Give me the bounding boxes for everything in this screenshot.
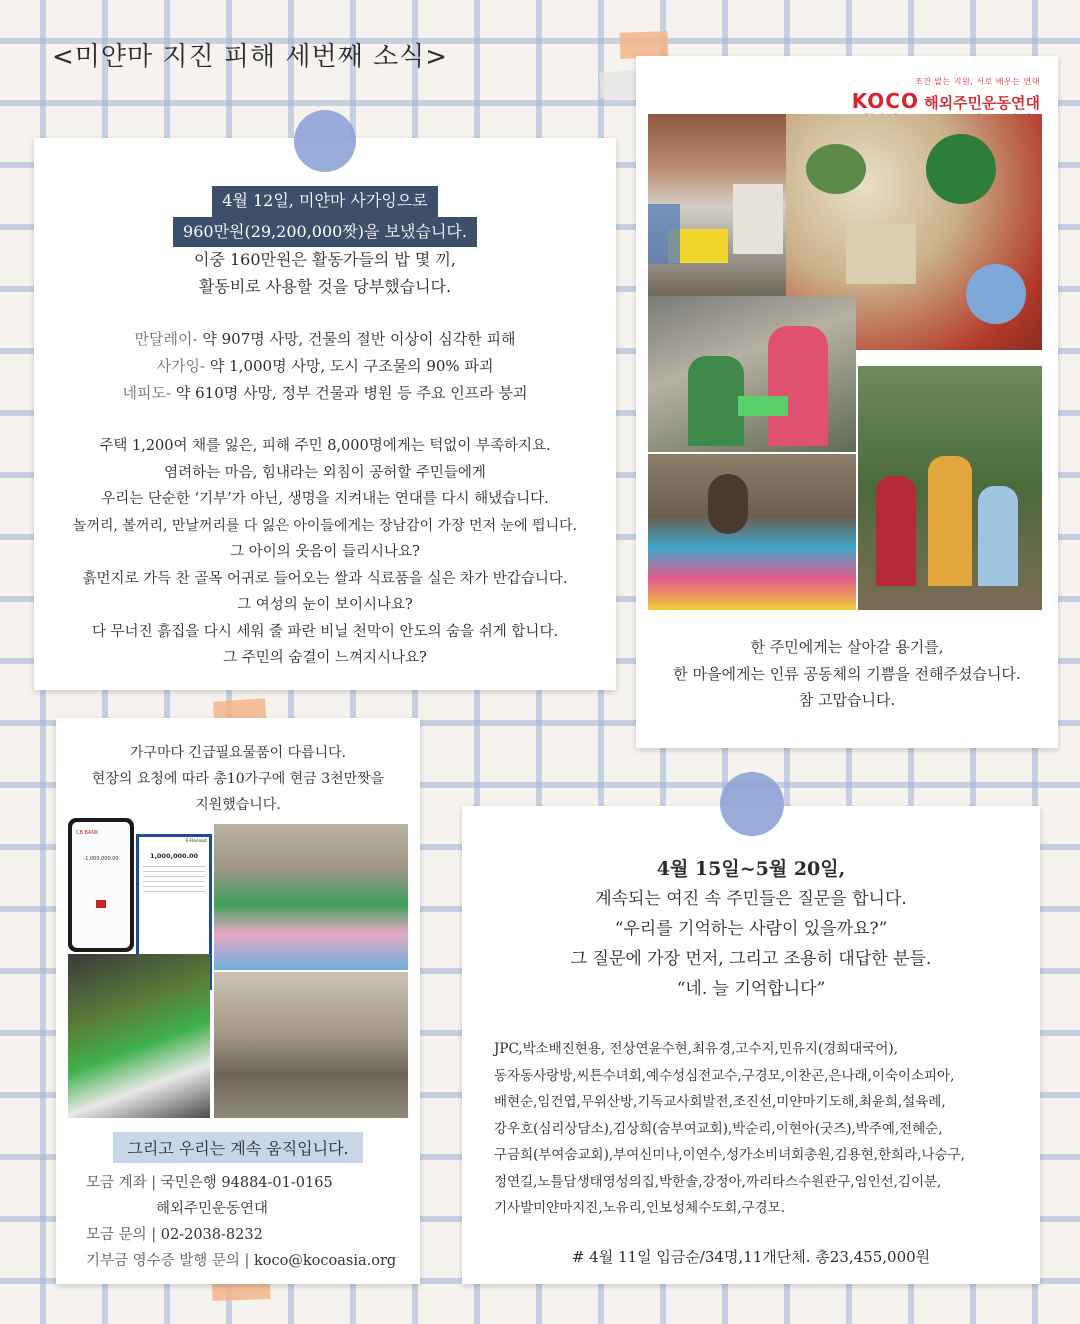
usage-line: 이중 160만원은 활동가들의 밥 몇 끼,	[194, 250, 456, 269]
headline-line: 그 질문에 가장 먼저, 그리고 조용히 대답한 분들.	[570, 949, 932, 969]
donor-line: 구금희(부여숨교회),부여신미나,이연수,성가소비녀회총원,김용현,한희라,나승구,	[494, 1147, 965, 1163]
bank-logo: CB BANK	[76, 830, 99, 836]
account-holder: 해외주민운동연대	[156, 1201, 269, 1217]
thanks-line: 한 마을에게는 인류 공동체의 기쁨을 전해주셨습니다.	[673, 664, 1021, 683]
damage-item: 만달레이- 약 907명 사망, 건물의 절반 이상이 심각한 피해	[134, 330, 516, 348]
donor-line: 정연길,노틀담생태영성의집,박한솔,강정아,까리타스수원관구,임인선,김이분,	[494, 1173, 942, 1190]
donor-line: 동자동사랑방,씨튼수녀회,예수성심전교수,구경모,이찬곤,은나래,이숙이소피아,	[494, 1067, 955, 1084]
thanks-line: 참 고맙습니다.	[798, 691, 896, 709]
story-line: 주택 1,200여 채를 잃은, 피해 주민 8,000명에게는 턱없이 부족하지요.	[99, 438, 551, 454]
story-line: 흙먼지로 가득 찬 골목 어귀로 들어오는 쌀과 식료품을 실은 차가 반갑습니다.	[82, 570, 568, 587]
receipt-header: E-Receipt	[185, 839, 207, 844]
photo-toys	[648, 454, 856, 610]
story-line: 그 아이의 웃음이 들리시나요?	[230, 544, 420, 560]
pin-decoration	[720, 772, 784, 836]
intro-line: 현장의 요청에 따라 총10가구에 현금 3천만짯을	[91, 771, 385, 787]
phone-screenshot	[68, 818, 134, 952]
highlight-date-line: 4월 12일, 미얀마 사가잉으로	[212, 186, 437, 217]
logo-koco: KOCO	[851, 89, 919, 113]
story-line: 다 무너진 흙집을 다시 세워 줄 파란 비닐 천막이 안도의 숨을 쉬게 합니다.	[91, 623, 559, 640]
story-line: 놀꺼리, 볼꺼리, 만날꺼리를 다 잃은 아이들에게는 장남감이 가장 먼저 눈에 띕니다.	[72, 517, 578, 534]
logo-name: 해외주민운동연대	[924, 94, 1040, 112]
story-line: 그 여성의 눈이 보이시나요?	[237, 597, 413, 613]
donation-total: # 4월 11일 입금순/34명,11개단체. 총23,455,000원	[571, 1248, 931, 1266]
page-title: <미얀마 지진 피해 세번째 소식>	[52, 42, 449, 72]
headline-date: 4월 15일~5월 20일,	[656, 858, 846, 880]
story-line: 염려하는 마음, 힘내라는 외침이 공허할 주민들에게	[164, 464, 486, 481]
story-line: 그 주민의 숨결이 느껴지시나요?	[223, 650, 427, 666]
photo-tarps	[214, 824, 408, 970]
donors-card	[462, 806, 1040, 1284]
intro-line: 지원했습니다.	[195, 797, 281, 813]
photo-distribution	[648, 296, 856, 452]
usage-line: 활동비로 사용할 것을 당부했습니다.	[198, 276, 452, 296]
story-body	[34, 433, 616, 672]
damage-item: 사가잉- 약 1,000명 사망, 도시 구조물의 90% 파괴	[156, 357, 494, 375]
photo-trunk	[68, 954, 210, 1118]
thanks-line: 한 주민에게는 살아갈 용기를,	[750, 638, 944, 656]
photo-warehouse	[648, 114, 790, 300]
receipt-inquiry-row: 기부금 영수증 발행 문의 | koco@kocoasia.org	[86, 1253, 397, 1269]
pin-decoration	[294, 110, 356, 172]
inquiry-row: 모금 문의 | 02-2038-8232	[86, 1227, 263, 1243]
receipt-amount: 1,000,000.00	[149, 852, 199, 860]
donor-line: JPC,박소배진현용, 전상연윤수현,최유경,고수지,민유지(경희대국어),	[494, 1041, 898, 1057]
donor-list	[494, 1036, 965, 1222]
logo-tagline: 조건 없는 지원, 서로 배우는 연대	[914, 77, 1040, 86]
tape-decoration	[620, 31, 669, 59]
donor-line: 기사발미얀마지진,노유리,인보성체수도회,구경모.	[494, 1200, 786, 1216]
donor-line: 강우호(심리상담소),김상희(숨부여교회),박순리,이현아(굿즈),박주예,전혜순,	[494, 1120, 943, 1137]
account-row: 모금 계좌 | 국민은행 94884-01-0165	[86, 1175, 333, 1191]
moving-highlight: 그리고 우리는 계속 움직입니다.	[113, 1132, 362, 1163]
damage-list	[34, 326, 616, 407]
intro-line: 가구마다 긴급필요물품이 다릅니다.	[129, 745, 347, 761]
phone-amount: -1,000,000.00	[83, 856, 119, 862]
story-line: 우리는 단순한 ‘기부’가 아닌, 생명을 지켜내는 연대를 다시 해냈습니다.	[101, 491, 549, 507]
headline-line: 계속되는 여진 속 주민들은 질문을 합니다.	[595, 889, 907, 909]
headline-line: “우리를 기억하는 사람이 있을까요?”	[614, 919, 888, 939]
damage-item: 네피도- 약 610명 사망, 정부 건물과 병원 등 주요 인프라 붕괴	[122, 384, 528, 402]
donor-line: 배현순,임건엽,무위산방,기독교사회발전,조진선,미얀마기도해,최윤희,설육례,	[494, 1094, 946, 1110]
highlight-amount-line: 960만원(29,200,000짯)을 보냈습니다.	[173, 217, 477, 248]
news-card-main	[34, 138, 616, 690]
headline-line: “네. 늘 기억합니다”	[676, 979, 826, 999]
photo-bricks	[214, 972, 408, 1118]
photo-card	[636, 56, 1058, 748]
support-card	[56, 718, 420, 1284]
photo-children	[858, 366, 1042, 610]
